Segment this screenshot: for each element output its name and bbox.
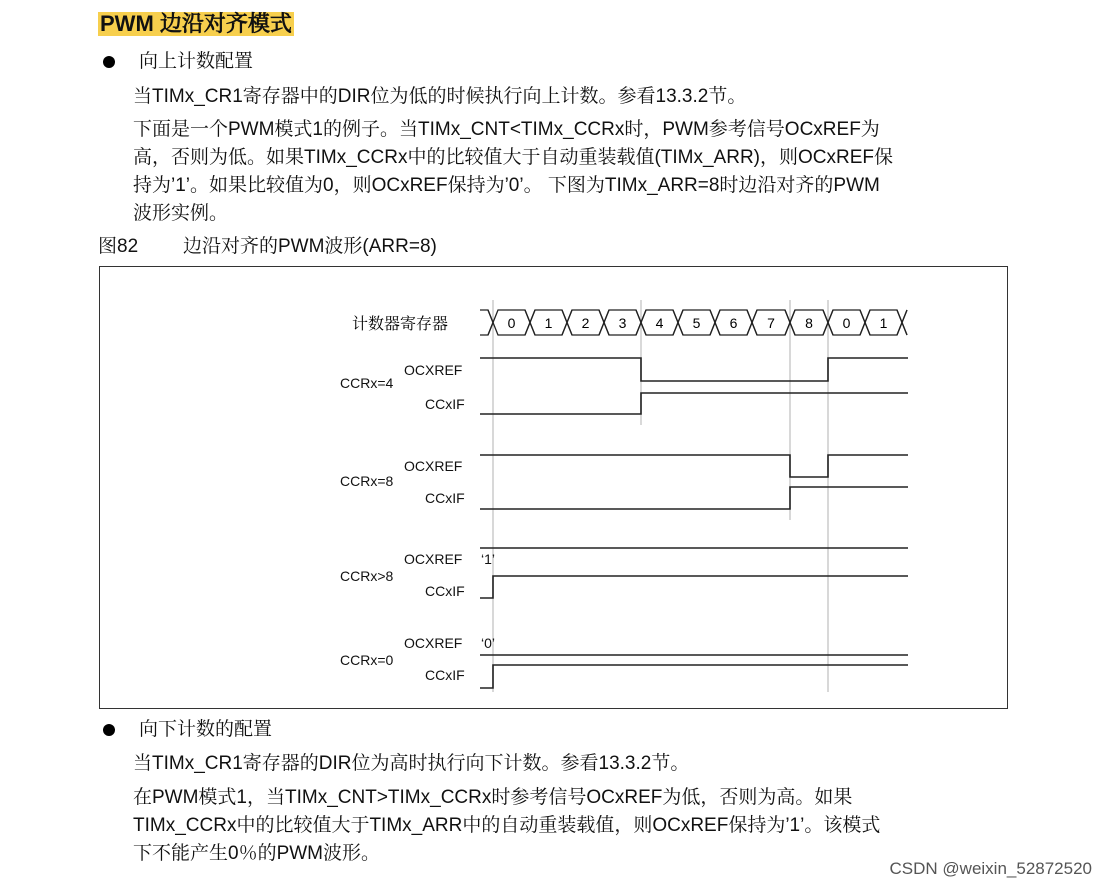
group-label: CCRx=4 xyxy=(340,375,394,391)
signal-label: OCXREF xyxy=(404,635,463,651)
signal-label: OCXREF xyxy=(404,458,463,474)
paragraph-line: 在PWM模式1，当TIMx_CNT>TIMx_CCRx时参考信号OCxREF为低，否则为高。如果 xyxy=(133,787,853,808)
bullet-title: 向上计数配置 xyxy=(139,51,254,72)
counter-value: 1 xyxy=(544,315,553,331)
signal-label: OCXREF xyxy=(404,362,463,378)
paragraph-line: 下不能产生0％的PWM波形。 xyxy=(133,843,381,864)
figure-number: 图82 xyxy=(98,236,139,257)
counter-value: 7 xyxy=(767,315,775,331)
waveforms xyxy=(480,358,908,688)
group-label: CCRx=8 xyxy=(340,473,394,489)
watermark: CSDN @weixin_52872520 xyxy=(889,859,1092,878)
signal-label: CCxIF xyxy=(425,396,465,412)
paragraph: 当TIMx_CR1寄存器的DIR位为高时执行向下计数。参看13.3.2节。 xyxy=(133,753,690,774)
figure-caption: 边沿对齐的PWM波形(ARR=8) xyxy=(183,236,437,257)
value-note: ‘0’ xyxy=(481,635,496,651)
signal-label: OCXREF xyxy=(404,551,463,567)
counter-cell-outline xyxy=(897,310,907,335)
group-label: CCRx>8 xyxy=(340,568,394,584)
paragraph-line: 下面是一个PWM模式1的例子。当TIMx_CNT<TIMx_CCRx时，PWM参考信号OCxREF为 xyxy=(133,119,880,140)
counter-value: 1 xyxy=(879,315,888,331)
counter-value: 3 xyxy=(618,315,627,331)
paragraph-line: 波形实例。 xyxy=(133,203,229,224)
signal-label: CCxIF xyxy=(425,583,465,599)
counter-cell-outline xyxy=(480,310,493,335)
signal-label: CCxIF xyxy=(425,667,465,683)
counter-value: 8 xyxy=(805,315,813,331)
value-note: ‘1’ xyxy=(481,551,496,567)
paragraph-line: TIMx_CCRx中的比较值大于TIMx_ARR中的自动重装载值，则OCxREF保持为’1’。该模式 xyxy=(133,815,881,836)
bullet-icon xyxy=(103,724,115,736)
counter-label: 计数器寄存器 xyxy=(352,316,449,333)
signal-label: CCxIF xyxy=(425,490,465,506)
counter-value: 4 xyxy=(655,315,664,331)
bullet-title: 向下计数的配置 xyxy=(139,719,273,740)
group-label: CCRx=0 xyxy=(340,652,394,668)
counter-value: 0 xyxy=(507,315,516,331)
counter-value: 0 xyxy=(842,315,851,331)
paragraph-line: 高，否则为低。如果TIMx_CCRx中的比较值大于自动重装载值(TIMx_ARR)，则OCxREF保 xyxy=(133,147,893,168)
counter-value: 2 xyxy=(581,315,590,331)
paragraph: 当TIMx_CR1寄存器中的DIR位为低的时候执行向上计数。参看13.3.2节。 xyxy=(133,86,747,107)
section-heading: PWM 边沿对齐模式 xyxy=(100,11,292,36)
counter-value: 5 xyxy=(692,315,701,331)
paragraph-line: 持为’1’。如果比较值为0，则OCxREF保持为’0’。 下图为TIMx_ARR=8时边沿对齐的PWM xyxy=(133,175,880,196)
counter-value: 6 xyxy=(729,315,738,331)
